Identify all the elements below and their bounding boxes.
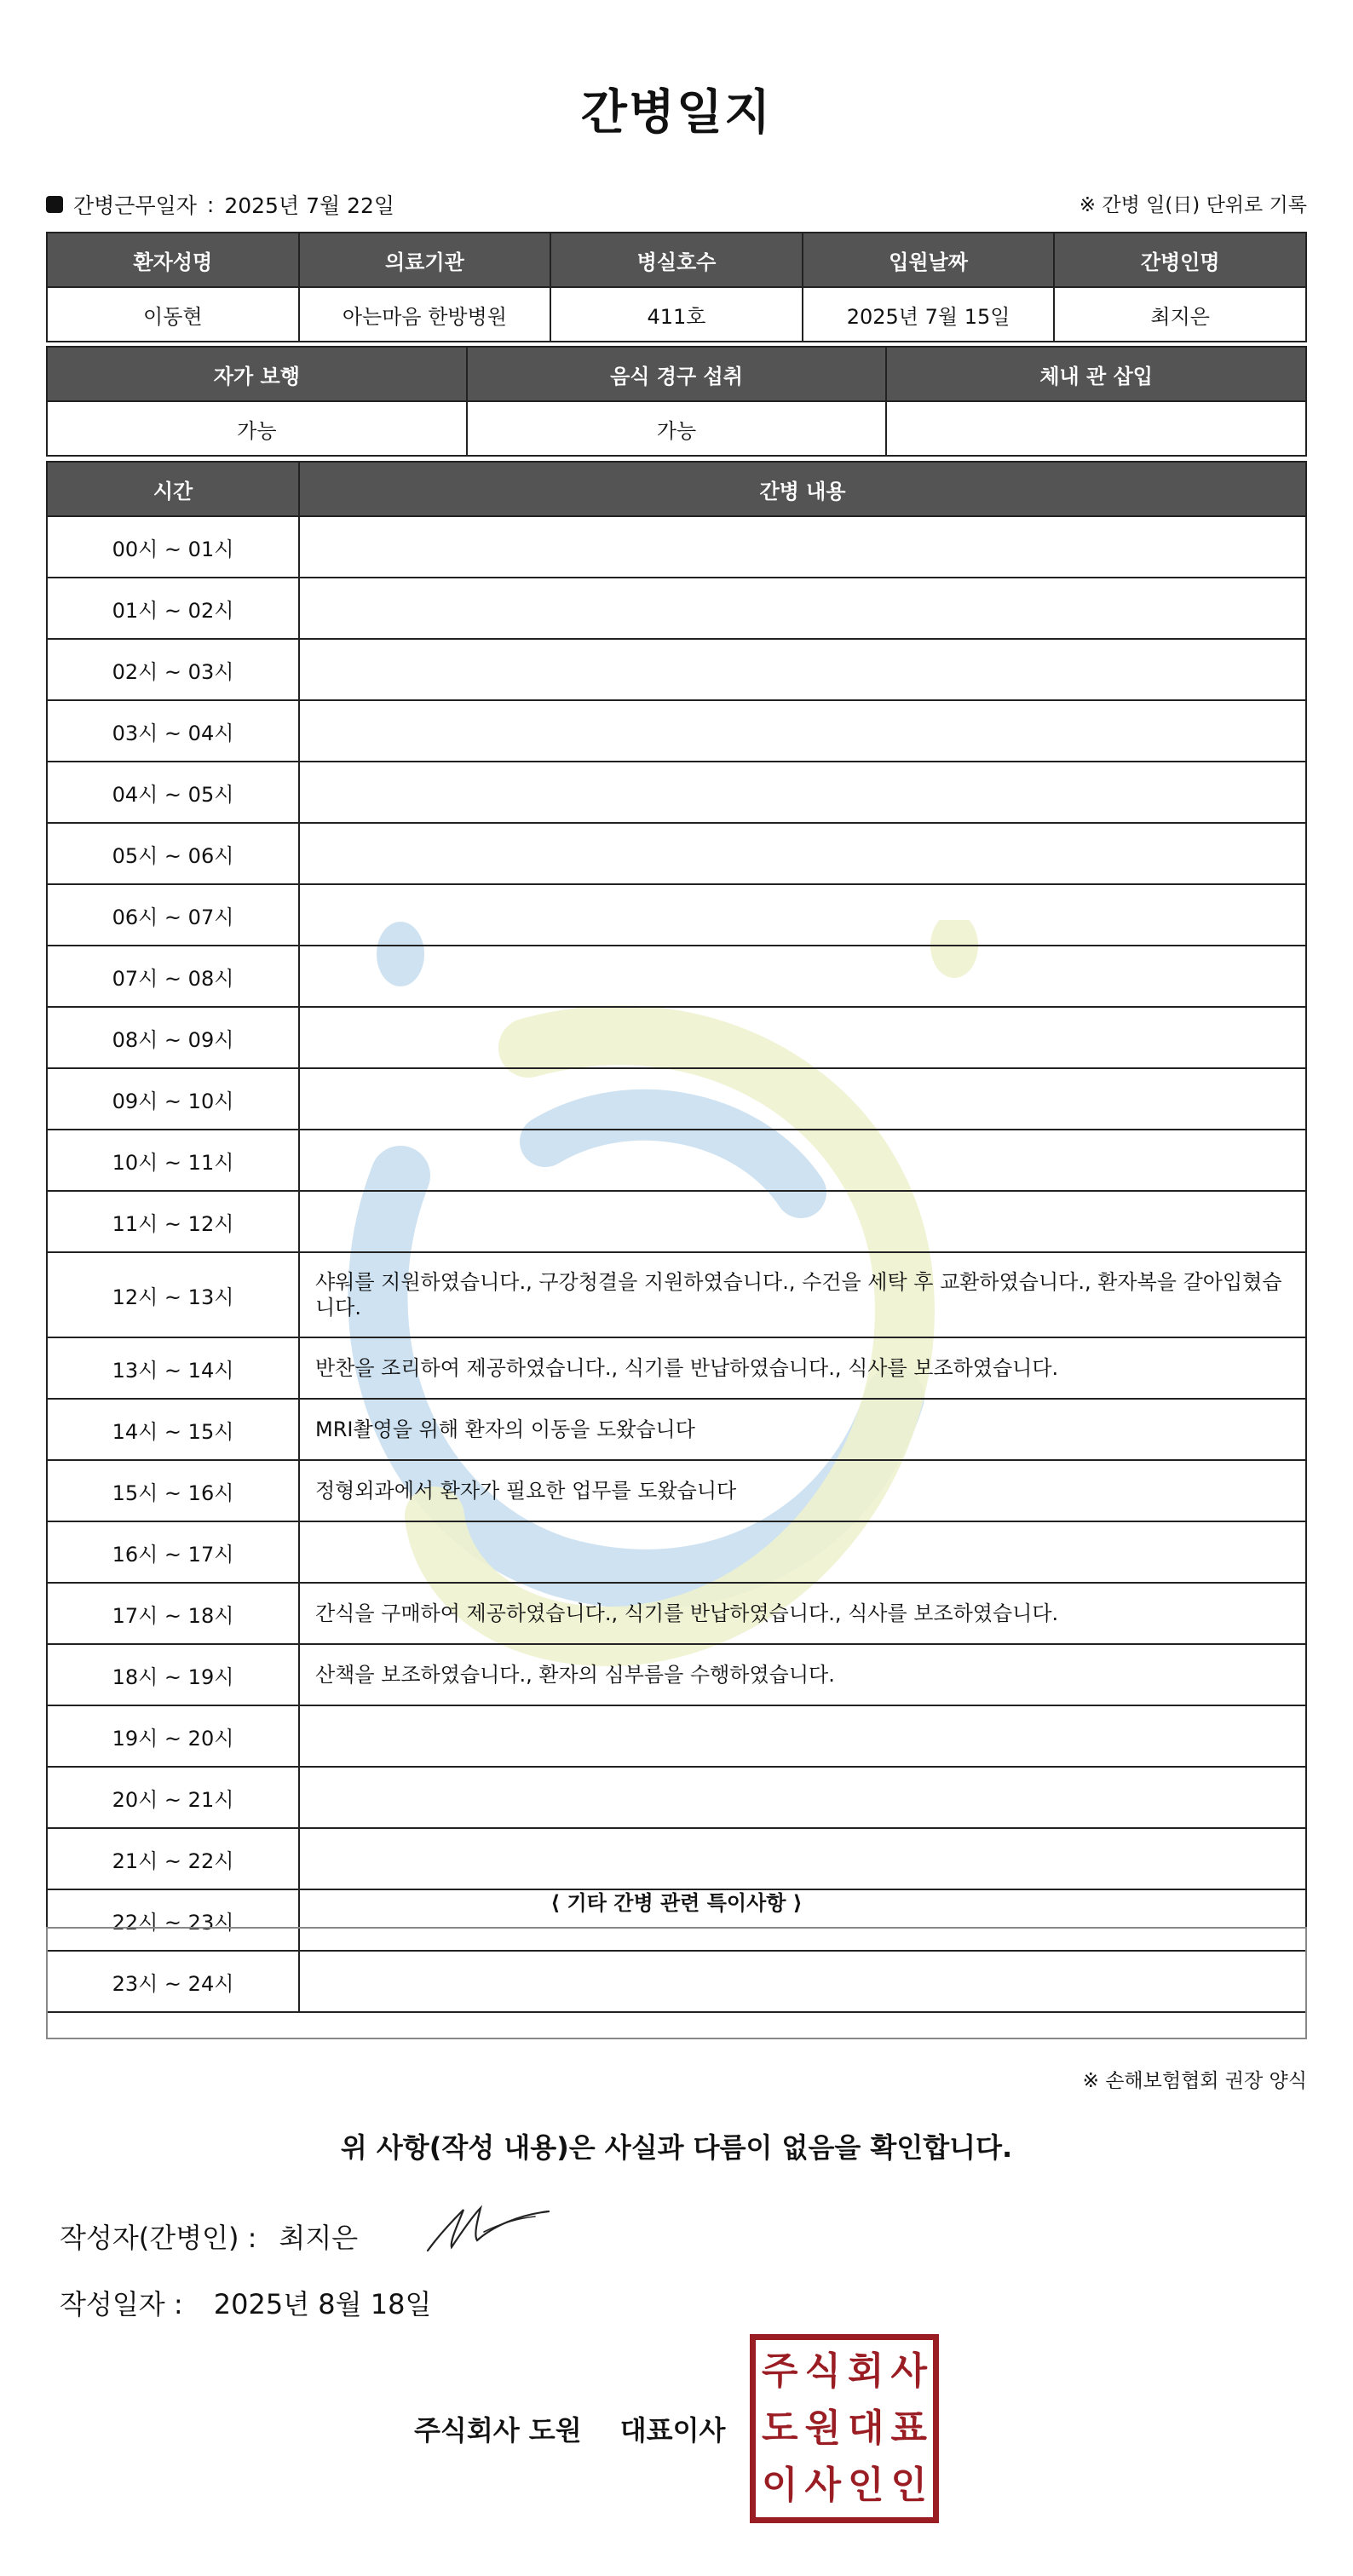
- seal-character: 회: [847, 2349, 884, 2393]
- work-date-row: [46, 189, 1307, 218]
- company-line: [414, 2409, 725, 2448]
- signature-icon: [424, 2198, 552, 2257]
- table-row: [47, 823, 1306, 884]
- header-tube-insertion: 체내 관 삽입: [886, 347, 1306, 401]
- status-value-row: [47, 401, 1306, 456]
- seal-character: 주: [761, 2349, 798, 2393]
- writer-name: 최지은: [279, 2222, 359, 2254]
- seal-character: 원: [804, 2406, 841, 2450]
- time-slot-cell: 15시 ~ 16시: [47, 1460, 299, 1521]
- patient-info-header-row: [47, 233, 1306, 287]
- table-row: [47, 1191, 1306, 1252]
- care-log-body: [47, 516, 1306, 2012]
- table-row: [47, 1068, 1306, 1130]
- seal-character: 대: [847, 2406, 884, 2450]
- care-log-table: [46, 461, 1307, 2013]
- care-content-cell: [299, 884, 1306, 946]
- document-title: 간병일지: [580, 85, 773, 141]
- time-slot-cell: 14시 ~ 15시: [47, 1399, 299, 1460]
- square-bullet-icon: [46, 196, 63, 213]
- care-log-header-row: [47, 462, 1306, 516]
- time-slot-cell: 20시 ~ 21시: [47, 1767, 299, 1828]
- care-content-cell: [299, 1007, 1306, 1068]
- table-row: [47, 1252, 1306, 1337]
- time-slot-cell: 21시 ~ 22시: [47, 1828, 299, 1889]
- patient-status-table: [46, 346, 1307, 457]
- care-content-cell: [299, 700, 1306, 762]
- time-slot-cell: 10시 ~ 11시: [47, 1130, 299, 1191]
- work-date-separator: :: [206, 192, 215, 217]
- table-row: [47, 1130, 1306, 1191]
- special-notes-box: [46, 1927, 1307, 2039]
- care-content-cell: [299, 1521, 1306, 1583]
- company-name: 주식회사 도원: [414, 2414, 582, 2447]
- time-slot-cell: 17시 ~ 18시: [47, 1583, 299, 1644]
- special-notes-title: ⟨ 기타 간병 관련 특이사항 ⟩: [550, 1891, 803, 1915]
- header-care-content: 간병 내용: [299, 462, 1306, 516]
- care-content-cell: 간식을 구매하여 제공하였습니다., 식기를 반납하였습니다., 식사를 보조하였습니다.: [299, 1583, 1306, 1644]
- care-content-cell: 정형외과에서 환자가 필요한 업무를 도왔습니다: [299, 1460, 1306, 1521]
- table-row: [47, 578, 1306, 639]
- care-content-cell: [299, 1828, 1306, 1889]
- table-row: [47, 884, 1306, 946]
- seal-character: 식: [804, 2349, 841, 2393]
- patient-name: 이동현: [47, 287, 299, 342]
- table-row: [47, 1644, 1306, 1705]
- seal-character: 사: [804, 2464, 841, 2508]
- care-content-cell: [299, 1068, 1306, 1130]
- table-row: [47, 1828, 1306, 1889]
- writer-line: [60, 2217, 358, 2256]
- header-oral-intake: 음식 경구 섭취: [467, 347, 887, 401]
- hospital-name: 아는마음 한방병원: [299, 287, 551, 342]
- time-slot-cell: 05시 ~ 06시: [47, 823, 299, 884]
- table-row: [47, 762, 1306, 823]
- header-time: 시간: [47, 462, 299, 516]
- time-slot-cell: 13시 ~ 14시: [47, 1337, 299, 1399]
- time-slot-cell: 04시 ~ 05시: [47, 762, 299, 823]
- written-date-line: [60, 2283, 431, 2322]
- seal-character: 사: [890, 2349, 927, 2393]
- patient-info-table: [46, 232, 1307, 342]
- time-slot-cell: 01시 ~ 02시: [47, 578, 299, 639]
- admission-date: 2025년 7월 15일: [803, 287, 1055, 342]
- table-row: [47, 1521, 1306, 1583]
- table-row: [47, 1583, 1306, 1644]
- table-row: [47, 1337, 1306, 1399]
- time-slot-cell: 02시 ~ 03시: [47, 639, 299, 700]
- care-content-cell: MRI촬영을 위해 환자의 이동을 도왔습니다: [299, 1399, 1306, 1460]
- seal-character: 도: [761, 2406, 798, 2450]
- written-date-value: 2025년 8월 18일: [213, 2288, 432, 2320]
- form-note: ※ 손해보험협회 권장 양식: [1082, 2070, 1307, 2092]
- care-content-cell: [299, 823, 1306, 884]
- header-self-walking: 자가 보행: [47, 347, 467, 401]
- header-patient-name: 환자성명: [47, 233, 299, 287]
- status-header-row: [47, 347, 1306, 401]
- time-slot-cell: 22시 ~ 23시: [47, 1889, 299, 1951]
- care-content-cell: [299, 762, 1306, 823]
- care-content-cell: 샤워를 지원하였습니다., 구강청결을 지원하였습니다., 수건을 세탁 후 교환하였습니다., 환자복을 갈아입혔습니다.: [299, 1252, 1306, 1337]
- care-content-cell: [299, 1130, 1306, 1191]
- seal-character: 인: [847, 2464, 884, 2508]
- seal-character: 이: [761, 2464, 798, 2508]
- writer-label: 작성자(간병인) :: [60, 2222, 257, 2254]
- representative-title: 대표이사: [619, 2414, 726, 2447]
- table-row: [47, 639, 1306, 700]
- oral-intake-value: 가능: [467, 401, 887, 456]
- time-slot-cell: 03시 ~ 04시: [47, 700, 299, 762]
- time-slot-cell: 12시 ~ 13시: [47, 1252, 299, 1337]
- care-content-cell: [299, 1767, 1306, 1828]
- tube-insertion-value: [886, 401, 1306, 456]
- company-seal-stamp-icon: [750, 2334, 939, 2523]
- confirmation-statement: 위 사항(작성 내용)은 사실과 다름이 없음을 확인합니다.: [340, 2131, 1013, 2164]
- time-slot-cell: 23시 ~ 24시: [47, 1951, 299, 2012]
- header-hospital: 의료기관: [299, 233, 551, 287]
- time-slot-cell: 00시 ~ 01시: [47, 516, 299, 578]
- room-number: 411호: [550, 287, 803, 342]
- header-caregiver-name: 간병인명: [1054, 233, 1306, 287]
- time-slot-cell: 16시 ~ 17시: [47, 1521, 299, 1583]
- seal-character: 표: [890, 2406, 927, 2450]
- care-content-cell: [299, 578, 1306, 639]
- time-slot-cell: 11시 ~ 12시: [47, 1191, 299, 1252]
- table-row: [47, 946, 1306, 1007]
- care-content-cell: 반찬을 조리하여 제공하였습니다., 식기를 반납하였습니다., 식사를 보조하였습니다.: [299, 1337, 1306, 1399]
- patient-info-value-row: [47, 287, 1306, 342]
- time-slot-cell: 19시 ~ 20시: [47, 1705, 299, 1767]
- table-row: [47, 1705, 1306, 1767]
- time-slot-cell: 18시 ~ 19시: [47, 1644, 299, 1705]
- care-content-cell: [299, 639, 1306, 700]
- self-walking-value: 가능: [47, 401, 467, 456]
- caregiver-name: 최지은: [1054, 287, 1306, 342]
- header-admission-date: 입원날짜: [803, 233, 1055, 287]
- table-row: [47, 1460, 1306, 1521]
- table-row: [47, 516, 1306, 578]
- table-row: [47, 1399, 1306, 1460]
- care-content-cell: [299, 1191, 1306, 1252]
- care-content-cell: 산책을 보조하였습니다., 환자의 심부름을 수행하였습니다.: [299, 1644, 1306, 1705]
- header-room-number: 병실호수: [550, 233, 803, 287]
- time-slot-cell: 07시 ~ 08시: [47, 946, 299, 1007]
- time-slot-cell: 06시 ~ 07시: [47, 884, 299, 946]
- table-row: [47, 700, 1306, 762]
- work-date-label: 간병근무일자: [73, 193, 197, 218]
- record-note: ※ 간병 일(日) 단위로 기록: [1079, 194, 1307, 216]
- seal-character: 인: [890, 2464, 927, 2508]
- care-content-cell: [299, 1705, 1306, 1767]
- table-row: [47, 1007, 1306, 1068]
- time-slot-cell: 08시 ~ 09시: [47, 1007, 299, 1068]
- time-slot-cell: 09시 ~ 10시: [47, 1068, 299, 1130]
- care-content-cell: [299, 516, 1306, 578]
- care-content-cell: [299, 946, 1306, 1007]
- table-row: [47, 1767, 1306, 1828]
- work-date-value: 2025년 7월 22일: [224, 193, 395, 218]
- written-date-label: 작성일자 :: [60, 2288, 183, 2320]
